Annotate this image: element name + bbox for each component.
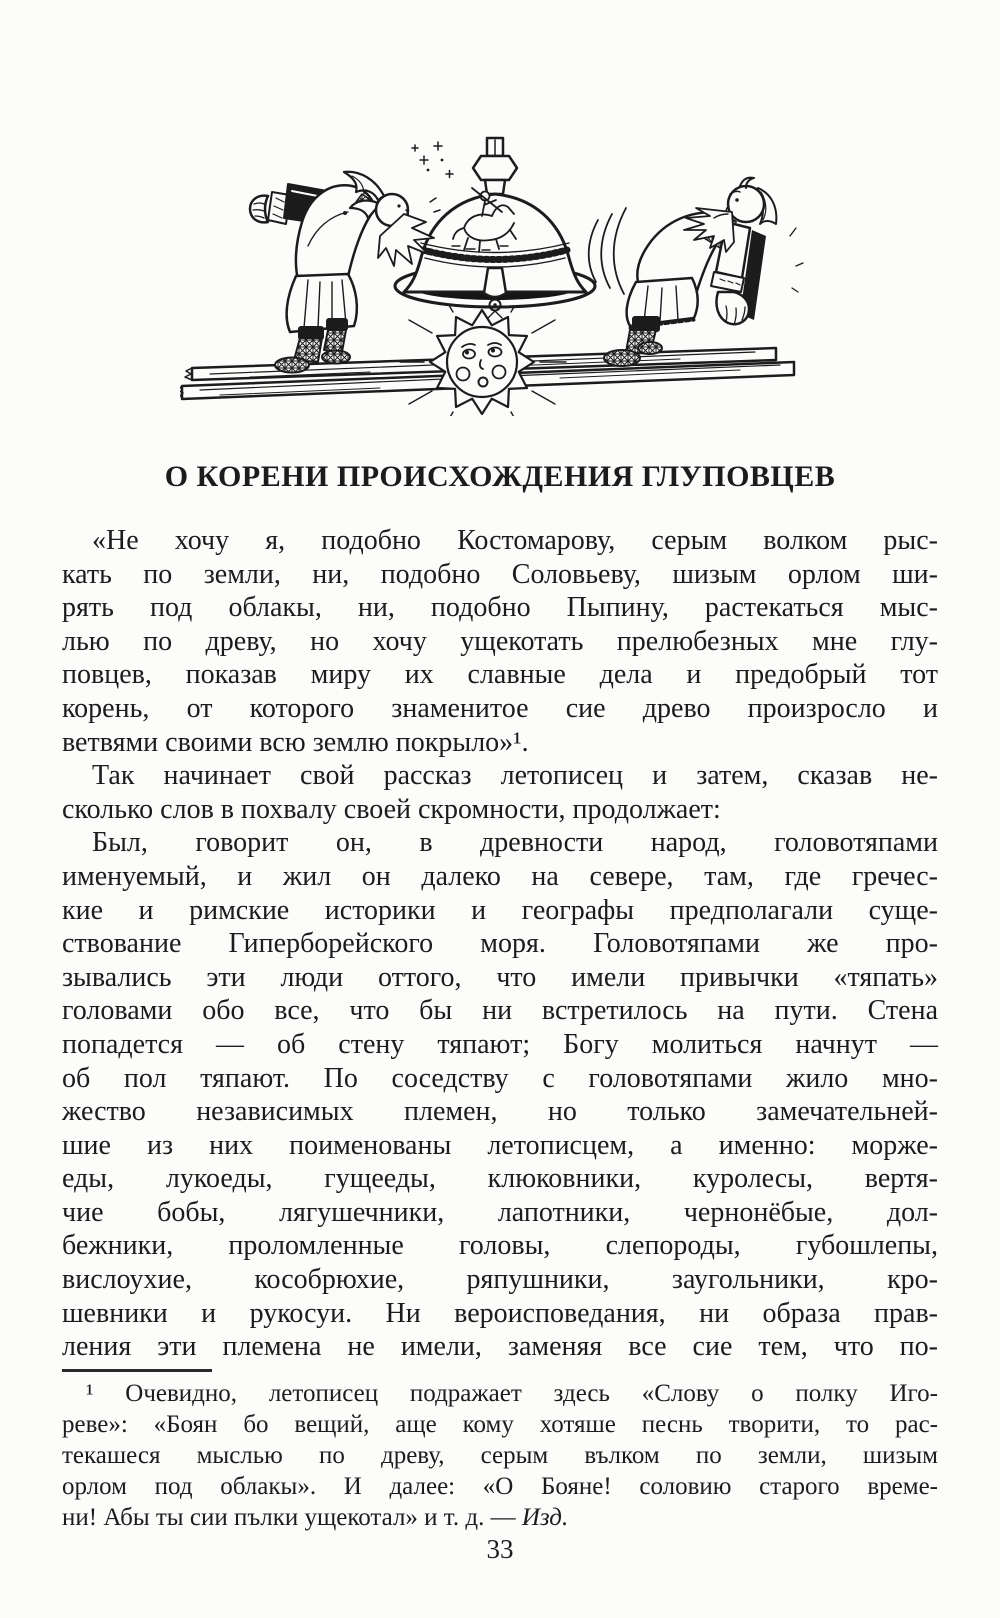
left-peasant-figure xyxy=(250,172,434,373)
text-line: попадется — об стену тяпают; Богу молиться начнут — xyxy=(62,1028,938,1060)
text-line: лью по древу, но хочу ущекотать прелюбезных мне глу- xyxy=(62,625,938,657)
text-line: ¹ Очевидно, летописец подражает здесь «Слову о полку Иго- xyxy=(86,1380,938,1407)
text-line: шевники и рукосуи. Ни вероисповедания, ни образа прав- xyxy=(62,1297,938,1329)
sparkles-icon xyxy=(412,142,453,212)
text-line: вислоухие, кособрюхие, ряпушники, заугольники, кро- xyxy=(62,1264,938,1296)
text-line: корень, от которого знаменитое сие древо произросло и xyxy=(62,692,938,724)
text-line: повцев, показав миру их славные дела и предобрый тот xyxy=(62,659,938,691)
text-line: рять под облакы, ни, подобно Пыпину, растекаться мыс- xyxy=(62,592,938,624)
text-line: головами обо все, что бы ни встретилось на пути. Стена xyxy=(62,995,938,1027)
text-line: об пол тяпают. По соседству с головотяпами жило мно- xyxy=(62,1062,938,1094)
text-line: сколько слов в похвалу своей скромности, продолжает: xyxy=(62,793,721,825)
footnote xyxy=(62,1378,938,1533)
text-line: кие и римские историки и географы предполагали суще- xyxy=(62,894,938,926)
text-line: шие из них поименованы летописцем, а именно: морже- xyxy=(62,1129,938,1161)
body-text xyxy=(62,524,938,1364)
footnote-rule xyxy=(62,1369,212,1372)
text-line: Был, говорит он, в древности народ, головотяпами xyxy=(92,827,938,859)
footnote-source-label: Изд. xyxy=(521,1504,569,1531)
chapter-title: О КОРЕНИ ПРОИСХОЖДЕНИЯ ГЛУПОВЦЕВ xyxy=(164,460,836,493)
text-line: еды, лукоеды, гущееды, клюковники, куролесы, вертя- xyxy=(62,1163,938,1195)
text-line: бежники, проломленные головы, слепороды, губошлепы, xyxy=(62,1230,938,1262)
text-line: ления эти племена не имели, заменяя все сие тем, что по- xyxy=(62,1331,938,1363)
right-peasant-figure xyxy=(589,178,777,366)
text-line: «Не хочу я, подобно Костомарову, серым волком рыс- xyxy=(92,525,938,556)
text-line: ветвями своими всю землю покрыло»¹. xyxy=(62,726,529,758)
text-line: жество независимых племен, но только замечательней- xyxy=(62,1096,938,1128)
chapter-illustration xyxy=(180,116,820,416)
text-line: орлом под облакы». И далее: «О Бояне! соловию старого време- xyxy=(62,1473,938,1500)
text-line: ствование Гиперборейского моря. Головотяпами же про- xyxy=(62,928,938,960)
text-line: Так начинает свой рассказ летописец и затем, сказав не- xyxy=(92,760,938,792)
text-line: реве»: «Боян бо вещий, аще кому хотяше песнь творити, то рас- xyxy=(62,1411,938,1438)
text-line: текашеся мыслью по древу, серым вълком по земли, шизым xyxy=(62,1442,938,1469)
page-number: 33 xyxy=(486,1534,514,1564)
text-line: именуемый, и жил он далеко на севере, там, где гречес- xyxy=(62,860,938,892)
text-line: кать по земли, ни, подобно Соловьеву, шизым орлом ши- xyxy=(62,558,938,590)
text-line: чие бобы, лягушечники, лапотники, чернонёбые, дол- xyxy=(62,1196,938,1228)
text-line: зывались эти люди оттого, что имели привычки «тяпать» xyxy=(62,961,938,993)
text-line: ни! Абы ты сии пълки ущекотал» и т. д. — Изд. xyxy=(62,1504,569,1531)
